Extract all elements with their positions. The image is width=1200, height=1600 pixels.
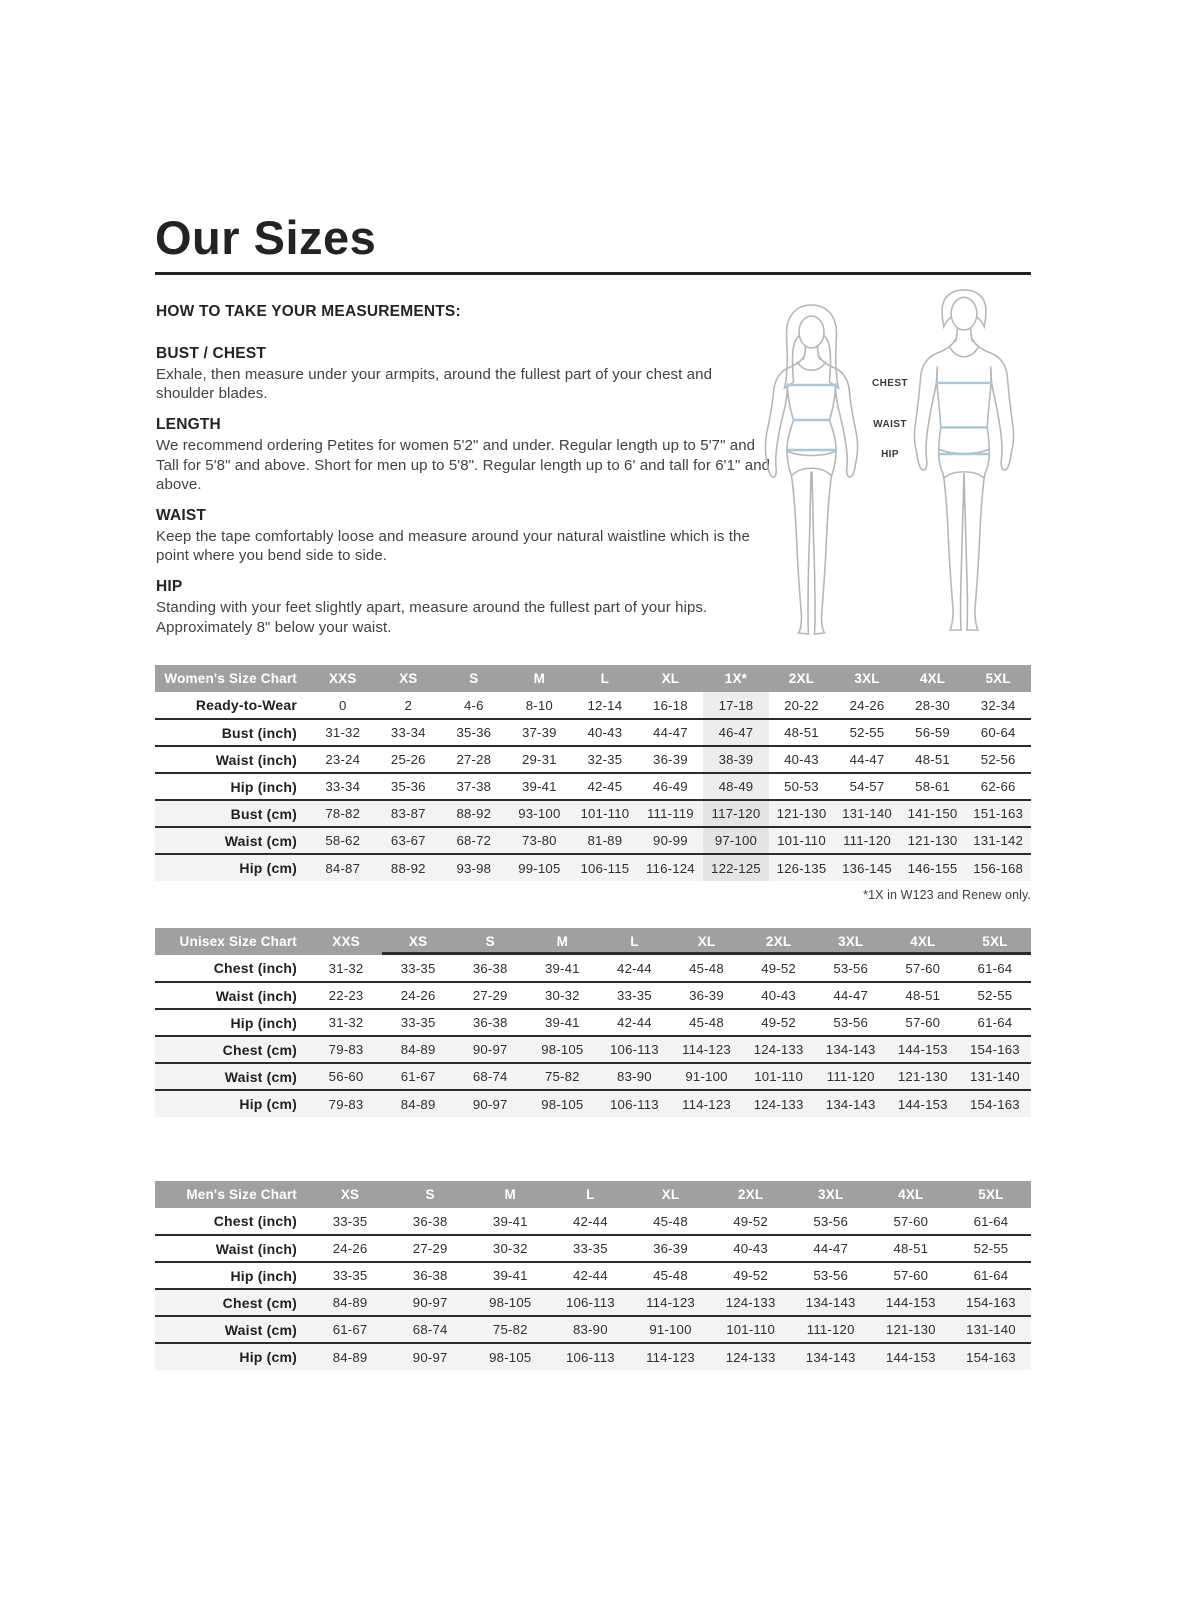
- size-value-cell: 111-120: [843, 833, 891, 848]
- size-value-cell: 44-47: [653, 725, 688, 740]
- table-row: [155, 1063, 1031, 1090]
- size-value-cell: 136-145: [842, 860, 892, 876]
- size-value-cell: 33-35: [400, 960, 436, 976]
- figure-waist-label: WAIST: [873, 419, 907, 430]
- size-value-cell: 156-168: [973, 860, 1024, 876]
- size-value-cell: 75-82: [492, 1322, 528, 1337]
- size-value-cell: 0: [338, 697, 347, 713]
- size-value-cell: 134-143: [825, 1042, 876, 1057]
- instruction-section-hip: [156, 578, 774, 636]
- size-value-cell: 154-163: [966, 1349, 1016, 1365]
- table-row: [155, 1036, 1031, 1063]
- size-value-cell: 79-83: [328, 1096, 364, 1112]
- row-label: Waist (inch): [215, 1240, 297, 1257]
- size-value-cell: 20-22: [784, 697, 819, 713]
- size-column-header: 2XL: [743, 928, 815, 955]
- size-column-header: L: [598, 928, 670, 955]
- size-value-cell: 73-80: [521, 833, 557, 848]
- size-value-cell: 60-64: [980, 725, 1016, 740]
- size-value-cell: 114-123: [682, 1042, 731, 1057]
- size-value-cell: 53-56: [833, 960, 869, 976]
- size-value-cell: 121-130: [885, 1322, 936, 1337]
- size-value-cell: 48-51: [905, 988, 941, 1003]
- section-body: We recommend ordering Petites for women 5'2" and under. Regular length up to 5'7" and Tall for 5'8" and above. Short for men up to 5'8". Regular length up to 6' and tall for 6'1" and above.: [156, 437, 771, 493]
- size-value-cell: 131-140: [970, 1069, 1020, 1084]
- measurement-instructions: [156, 303, 774, 650]
- size-value-cell: 39-41: [492, 1268, 528, 1283]
- size-value-cell: 58-61: [915, 779, 950, 794]
- size-value-cell: 111-120: [806, 1322, 855, 1337]
- size-column-header: XL: [638, 665, 704, 692]
- size-value-cell: 111-120: [826, 1069, 875, 1084]
- row-label: Waist (inch): [215, 751, 297, 768]
- section-heading: HIP: [156, 578, 183, 596]
- size-value-cell: 93-98: [456, 860, 492, 876]
- size-value-cell: 121-130: [897, 1069, 948, 1084]
- size-value-cell: 48-51: [784, 725, 819, 740]
- row-label: Hip (cm): [239, 860, 297, 876]
- size-value-cell: 83-87: [390, 806, 426, 821]
- size-value-cell: 114-123: [646, 1295, 695, 1310]
- size-column-header: XXS: [310, 665, 376, 692]
- size-value-cell: 88-92: [456, 806, 492, 821]
- size-value-cell: 111-119: [646, 806, 694, 821]
- size-value-cell: 98-105: [489, 1349, 532, 1365]
- section-heading: BUST / CHEST: [156, 345, 267, 362]
- size-value-cell: 36-38: [412, 1213, 448, 1229]
- size-value-cell: 154-163: [966, 1295, 1016, 1310]
- size-column-header: XL: [630, 1181, 710, 1208]
- size-value-cell: 33-35: [400, 1015, 436, 1030]
- section-heading: WAIST: [156, 506, 207, 524]
- section-heading: LENGTH: [156, 416, 221, 434]
- size-value-cell: 124-133: [753, 1042, 804, 1057]
- size-value-cell: 40-43: [761, 988, 796, 1003]
- size-value-cell: 27-28: [456, 752, 492, 767]
- size-value-cell: 83-90: [617, 1069, 652, 1084]
- size-value-cell: 48-49: [703, 773, 769, 800]
- row-label: Bust (inch): [221, 724, 297, 741]
- size-column-header: XS: [376, 665, 442, 692]
- size-column-header: 5XL: [951, 1181, 1031, 1208]
- instruction-section-length: [156, 416, 774, 494]
- row-label: Waist (inch): [215, 987, 297, 1004]
- size-value-cell: 33-34: [390, 725, 426, 740]
- size-value-cell: 99-105: [518, 860, 561, 876]
- size-value-cell: 53-56: [813, 1213, 849, 1229]
- size-column-header: 1X*: [703, 665, 769, 692]
- size-value-cell: 151-163: [973, 806, 1024, 821]
- size-value-cell: 78-82: [325, 806, 361, 821]
- row-label: Hip (inch): [230, 778, 297, 795]
- size-value-cell: 56-59: [915, 725, 950, 740]
- size-column-header: L: [550, 1181, 630, 1208]
- table-row: [155, 1235, 1031, 1262]
- size-value-cell: 124-133: [725, 1295, 776, 1310]
- size-value-cell: 84-89: [332, 1295, 368, 1310]
- size-value-cell: 144-153: [897, 1096, 948, 1112]
- section-body: Keep the tape comfortably loose and measure around your natural waistline which is the point where you bend side to side.: [156, 527, 750, 565]
- instruction-section-waist: [156, 507, 774, 565]
- size-value-cell: 31-32: [328, 960, 364, 976]
- table-footnote: *1X in W123 and Renew only.: [863, 888, 1031, 902]
- size-value-cell: 90-97: [472, 1096, 508, 1112]
- size-value-cell: 52-55: [977, 988, 1013, 1003]
- size-column-header: 3XL: [834, 665, 900, 692]
- size-value-cell: 101-110: [777, 833, 826, 848]
- size-value-cell: 131-140: [842, 806, 892, 821]
- size-value-cell: 131-142: [973, 833, 1024, 848]
- size-value-cell: 90-97: [472, 1042, 508, 1057]
- size-value-cell: 32-35: [587, 752, 623, 767]
- size-value-cell: 39-41: [544, 960, 580, 976]
- size-value-cell: 122-125: [703, 854, 769, 881]
- table-row: [155, 1316, 1031, 1343]
- size-value-cell: 124-133: [753, 1096, 804, 1112]
- size-value-cell: 40-43: [733, 1241, 768, 1256]
- size-value-cell: 53-56: [833, 1015, 869, 1030]
- size-column-header: S: [390, 1181, 470, 1208]
- size-value-cell: 24-26: [849, 697, 885, 713]
- size-value-cell: 37-38: [456, 779, 492, 794]
- size-value-cell: 134-143: [805, 1295, 856, 1310]
- size-value-cell: 36-39: [653, 1241, 688, 1256]
- size-value-cell: 57-60: [905, 1015, 941, 1030]
- figure-chest-label: CHEST: [872, 378, 908, 389]
- size-value-cell: 42-44: [617, 960, 652, 976]
- size-value-cell: 61-64: [977, 960, 1013, 976]
- size-value-cell: 42-44: [617, 1015, 652, 1030]
- size-value-cell: 106-113: [565, 1295, 615, 1310]
- size-value-cell: 88-92: [390, 860, 426, 876]
- size-value-cell: 124-133: [725, 1349, 776, 1365]
- size-value-cell: 146-155: [907, 860, 958, 876]
- size-value-cell: 49-52: [761, 1015, 796, 1030]
- size-value-cell: 44-47: [849, 752, 885, 767]
- size-value-cell: 42-44: [573, 1213, 608, 1229]
- size-column-header: M: [507, 665, 573, 692]
- size-value-cell: 36-39: [653, 752, 688, 767]
- size-value-cell: 91-100: [685, 1069, 728, 1084]
- size-value-cell: 63-67: [390, 833, 426, 848]
- size-column-header: XS: [310, 1181, 390, 1208]
- size-column-header: 5XL: [959, 928, 1031, 955]
- table-row: [155, 982, 1031, 1009]
- size-value-cell: 35-36: [456, 725, 492, 740]
- title-divider-rule: [155, 272, 1031, 275]
- size-value-cell: 46-47: [703, 719, 769, 746]
- size-value-cell: 93-100: [518, 806, 561, 821]
- size-value-cell: 90-99: [653, 833, 688, 848]
- size-value-cell: 33-35: [332, 1268, 368, 1283]
- size-value-cell: 31-32: [328, 1015, 364, 1030]
- size-column-header: S: [454, 928, 526, 955]
- size-value-cell: 98-105: [489, 1295, 532, 1310]
- size-value-cell: 117-120: [703, 800, 769, 827]
- instruction-section-bust-chest: [156, 345, 774, 403]
- size-value-cell: 22-23: [328, 988, 364, 1003]
- size-value-cell: 12-14: [587, 697, 623, 713]
- size-column-header: 2XL: [711, 1181, 791, 1208]
- size-value-cell: 116-124: [646, 860, 695, 876]
- table-row: [155, 1262, 1031, 1289]
- size-value-cell: 98-105: [541, 1096, 584, 1112]
- size-value-cell: 49-52: [733, 1268, 768, 1283]
- female-figure-illustration: [756, 300, 868, 640]
- size-value-cell: 36-38: [472, 960, 508, 976]
- size-value-cell: 53-56: [813, 1268, 849, 1283]
- table-row: [155, 1009, 1031, 1036]
- size-value-cell: 27-29: [412, 1241, 448, 1256]
- womens-size-chart-section: [155, 665, 1031, 902]
- size-value-cell: 144-153: [897, 1042, 948, 1057]
- page-title: Our Sizes: [155, 211, 377, 264]
- table-row: [155, 800, 1031, 827]
- size-value-cell: 40-43: [587, 725, 623, 740]
- size-column-header: XS: [382, 928, 454, 955]
- table-row: [155, 773, 1031, 800]
- row-label: Chest (inch): [213, 960, 297, 976]
- row-label: Waist (cm): [224, 1321, 297, 1338]
- size-value-cell: 45-48: [653, 1213, 688, 1229]
- size-value-cell: 106-113: [610, 1096, 659, 1112]
- how-to-heading: HOW TO TAKE YOUR MEASUREMENTS:: [156, 303, 461, 320]
- size-value-cell: 106-113: [565, 1349, 615, 1365]
- table-title: Women's Size Chart: [155, 665, 310, 692]
- row-label: Hip (inch): [230, 1267, 297, 1284]
- size-value-cell: 25-26: [390, 752, 426, 767]
- row-label: Hip (cm): [239, 1349, 297, 1365]
- size-column-header: M: [470, 1181, 550, 1208]
- size-column-header: L: [572, 665, 638, 692]
- size-column-header: 2XL: [769, 665, 835, 692]
- size-value-cell: 45-48: [689, 960, 724, 976]
- size-value-cell: 49-52: [761, 960, 796, 976]
- size-value-cell: 61-64: [977, 1015, 1013, 1030]
- size-value-cell: 134-143: [825, 1096, 876, 1112]
- size-value-cell: 49-52: [733, 1213, 768, 1229]
- size-value-cell: 38-39: [703, 746, 769, 773]
- size-value-cell: 61-64: [973, 1268, 1009, 1283]
- size-value-cell: 4-6: [463, 697, 484, 713]
- size-value-cell: 90-97: [412, 1349, 448, 1365]
- size-value-cell: 8-10: [525, 697, 553, 713]
- table-row: [155, 827, 1031, 854]
- size-column-header: S: [441, 665, 507, 692]
- size-value-cell: 24-26: [400, 988, 436, 1003]
- row-label: Waist (cm): [224, 832, 297, 849]
- row-label: Chest (inch): [213, 1213, 297, 1229]
- table-row: [155, 1208, 1031, 1235]
- size-value-cell: 121-130: [907, 833, 958, 848]
- size-value-cell: 154-163: [970, 1042, 1020, 1057]
- size-value-cell: 2: [404, 697, 413, 713]
- size-column-header: 5XL: [965, 665, 1031, 692]
- size-value-cell: 36-38: [412, 1268, 448, 1283]
- row-label: Bust (cm): [230, 805, 297, 822]
- table-row: [155, 1343, 1031, 1370]
- size-value-cell: 57-60: [893, 1213, 929, 1229]
- size-value-cell: 84-87: [325, 860, 361, 876]
- size-value-cell: 33-35: [332, 1213, 368, 1229]
- table-row: [155, 1090, 1031, 1117]
- size-value-cell: 97-100: [703, 827, 769, 854]
- size-value-cell: 29-31: [521, 752, 557, 767]
- table-row: [155, 854, 1031, 881]
- section-body: Standing with your feet slightly apart, measure around the fullest part of your hips. Approximately 8" below your waist.: [156, 599, 708, 636]
- size-value-cell: 16-18: [653, 697, 688, 713]
- table-row: [155, 955, 1031, 982]
- size-value-cell: 68-72: [456, 833, 492, 848]
- size-value-cell: 144-153: [885, 1295, 936, 1310]
- size-value-cell: 37-39: [521, 725, 557, 740]
- size-value-cell: 126-135: [776, 860, 827, 876]
- size-value-cell: 40-43: [784, 752, 819, 767]
- size-value-cell: 101-110: [580, 806, 630, 821]
- table-title: Unisex Size Chart: [155, 928, 310, 955]
- size-value-cell: 84-89: [400, 1096, 436, 1112]
- size-value-cell: 68-74: [412, 1322, 448, 1337]
- size-value-cell: 30-32: [544, 988, 580, 1003]
- size-column-header: 4XL: [871, 1181, 951, 1208]
- size-value-cell: 52-55: [973, 1241, 1009, 1256]
- unisex-size-chart-section: [155, 928, 1031, 1117]
- size-value-cell: 83-90: [573, 1322, 608, 1337]
- section-body: Exhale, then measure under your armpits, around the fullest part of your chest and shoulder blades.: [156, 366, 713, 403]
- size-value-cell: 36-38: [472, 1015, 508, 1030]
- size-value-cell: 48-51: [893, 1241, 929, 1256]
- size-value-cell: 121-130: [776, 806, 827, 821]
- size-value-cell: 106-113: [610, 1042, 659, 1057]
- size-value-cell: 79-83: [328, 1042, 364, 1057]
- size-value-cell: 106-115: [580, 860, 630, 876]
- size-value-cell: 42-45: [587, 779, 623, 794]
- size-value-cell: 90-97: [412, 1295, 448, 1310]
- size-value-cell: 39-41: [521, 779, 557, 794]
- size-value-cell: 39-41: [544, 1015, 580, 1030]
- figures-illustration: [738, 282, 1040, 644]
- size-column-header: M: [526, 928, 598, 955]
- table-header-row: [155, 928, 1031, 955]
- size-value-cell: 50-53: [784, 779, 819, 794]
- size-value-cell: 35-36: [390, 779, 426, 794]
- table-row: [155, 692, 1031, 719]
- size-value-cell: 45-48: [653, 1268, 688, 1283]
- size-value-cell: 32-34: [980, 697, 1016, 713]
- womens-size-chart-table: [155, 665, 1031, 881]
- size-value-cell: 33-34: [325, 779, 361, 794]
- row-label: Chest (cm): [222, 1294, 297, 1311]
- size-value-cell: 39-41: [492, 1213, 528, 1229]
- size-value-cell: 131-140: [966, 1322, 1016, 1337]
- size-value-cell: 61-67: [332, 1322, 368, 1337]
- table-row: [155, 719, 1031, 746]
- size-value-cell: 114-123: [646, 1349, 695, 1365]
- size-value-cell: 57-60: [893, 1268, 929, 1283]
- size-value-cell: 114-123: [682, 1096, 731, 1112]
- size-column-header: 4XL: [900, 665, 966, 692]
- table-row: [155, 746, 1031, 773]
- size-value-cell: 54-57: [849, 779, 885, 794]
- size-value-cell: 31-32: [325, 725, 361, 740]
- size-value-cell: 75-82: [544, 1069, 580, 1084]
- size-value-cell: 42-44: [573, 1268, 608, 1283]
- size-value-cell: 101-110: [726, 1322, 776, 1337]
- row-label: Ready-to-Wear: [195, 697, 297, 713]
- size-value-cell: 44-47: [813, 1241, 849, 1256]
- size-value-cell: 30-32: [492, 1241, 528, 1256]
- size-value-cell: 48-51: [915, 752, 950, 767]
- size-value-cell: 56-60: [328, 1069, 364, 1084]
- size-value-cell: 81-89: [587, 833, 623, 848]
- size-value-cell: 154-163: [970, 1096, 1020, 1112]
- size-value-cell: 134-143: [805, 1349, 856, 1365]
- table-title: Men's Size Chart: [155, 1181, 310, 1208]
- size-value-cell: 24-26: [332, 1241, 368, 1256]
- size-value-cell: 58-62: [325, 833, 361, 848]
- size-value-cell: 45-48: [689, 1015, 724, 1030]
- size-value-cell: 36-39: [689, 988, 724, 1003]
- mens-size-chart-table: [155, 1181, 1031, 1370]
- size-column-header: 3XL: [815, 928, 887, 955]
- size-value-cell: 57-60: [905, 960, 941, 976]
- size-value-cell: 17-18: [703, 692, 769, 719]
- size-value-cell: 61-67: [400, 1069, 436, 1084]
- row-label: Hip (cm): [239, 1096, 297, 1112]
- size-value-cell: 61-64: [973, 1213, 1009, 1229]
- size-value-cell: 23-24: [325, 752, 361, 767]
- table-header-row: [155, 1181, 1031, 1208]
- size-value-cell: 98-105: [541, 1042, 584, 1057]
- mens-size-chart-section: [155, 1181, 1031, 1370]
- size-value-cell: 46-49: [653, 779, 688, 794]
- table-row: [155, 1289, 1031, 1316]
- size-value-cell: 84-89: [332, 1349, 368, 1365]
- size-value-cell: 33-35: [617, 988, 652, 1003]
- size-value-cell: 68-74: [472, 1069, 508, 1084]
- size-value-cell: 52-56: [980, 752, 1016, 767]
- size-value-cell: 144-153: [885, 1349, 936, 1365]
- size-column-header: 4XL: [887, 928, 959, 955]
- size-value-cell: 44-47: [833, 988, 869, 1003]
- size-value-cell: 84-89: [400, 1042, 436, 1057]
- size-value-cell: 62-66: [980, 779, 1016, 794]
- size-column-header: XL: [670, 928, 742, 955]
- row-label: Hip (inch): [230, 1014, 297, 1031]
- size-value-cell: 33-35: [573, 1241, 608, 1256]
- table-header-row: [155, 665, 1031, 692]
- size-value-cell: 141-150: [907, 806, 958, 821]
- size-column-header: 3XL: [791, 1181, 871, 1208]
- row-label: Waist (cm): [224, 1068, 297, 1085]
- figure-hip-label: HIP: [881, 449, 899, 460]
- male-figure-illustration: [900, 284, 1028, 640]
- unisex-size-chart-table: [155, 928, 1031, 1117]
- size-column-header: XXS: [310, 928, 382, 955]
- row-label: Chest (cm): [222, 1041, 297, 1058]
- size-value-cell: 28-30: [915, 697, 950, 713]
- size-value-cell: 91-100: [649, 1322, 692, 1337]
- size-value-cell: 101-110: [754, 1069, 804, 1084]
- size-value-cell: 52-55: [849, 725, 885, 740]
- size-value-cell: 27-29: [472, 988, 508, 1003]
